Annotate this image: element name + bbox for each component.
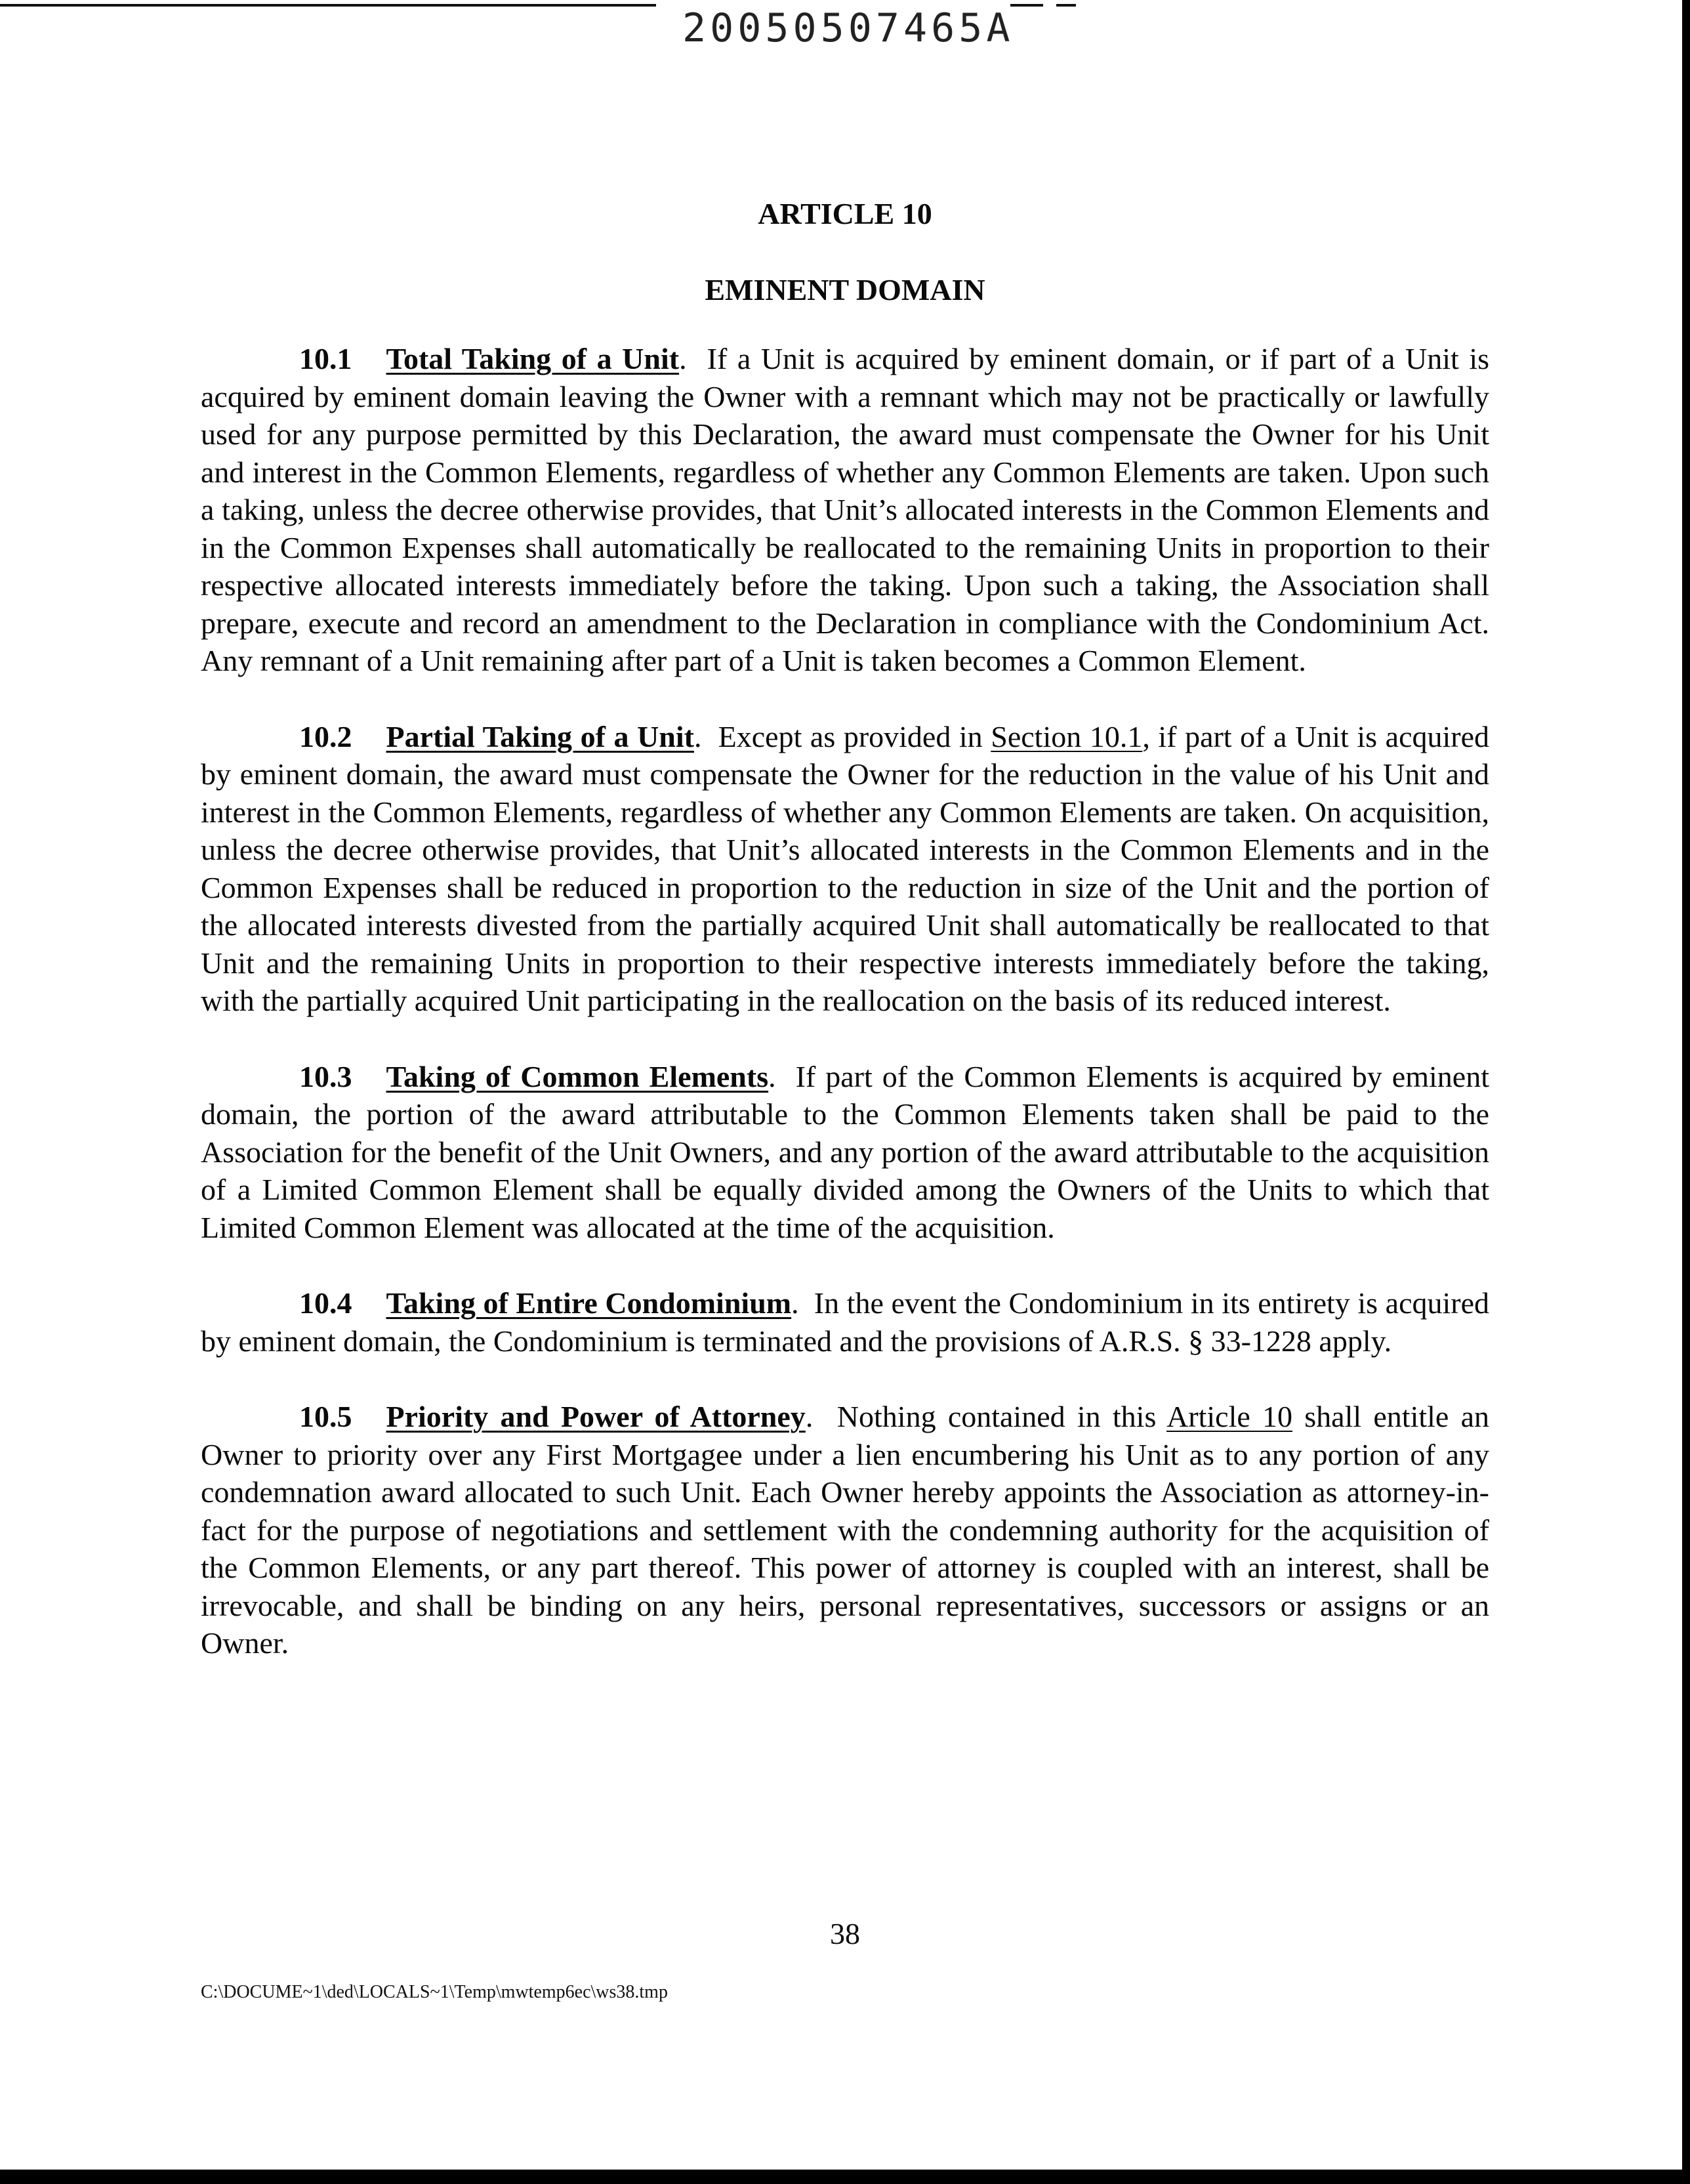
section-number: 10.5 bbox=[299, 1400, 352, 1433]
section-number: 10.1 bbox=[299, 342, 352, 375]
page-number: 38 bbox=[830, 1917, 860, 1950]
section-number: 10.3 bbox=[299, 1059, 352, 1093]
article-label: ARTICLE 10 bbox=[758, 197, 932, 230]
footer-file-path: C:\DOCUME~1\ded\LOCALS~1\Temp\mwtemp6ec\ws38.tmp bbox=[201, 1982, 668, 2002]
article-title: EMINENT DOMAIN bbox=[705, 273, 985, 306]
section-title: Taking of Common Elements bbox=[386, 1059, 769, 1093]
scan-bottom-border bbox=[0, 2170, 1690, 2184]
section-cross-reference: Section 10.1 bbox=[991, 719, 1143, 753]
section-text: In the event the Condominium in its entirety is acquired by eminent domain, the Condominium is terminated and the provisions of A.R.S. § 33-1228 apply. bbox=[201, 1286, 1489, 1358]
section-text: Nothing contained in this bbox=[836, 1400, 1157, 1433]
scan-right-border bbox=[1682, 0, 1690, 2184]
sections-list bbox=[201, 340, 1489, 1662]
section-10-1: 10.1 Total Taking of a Unit. If a Unit is acquired by eminent domain, or if part of a Unit is acquired by eminent domain leaving the Owner with a remnant which may not be practically or lawfully used for any purpose permitted by this Declaration, the award must compensate the Owner for his Unit and interest in the Common Elements, regardless of whether any Common Elements are taken. Upon such a taking, unless the decree otherwise provides, that Unit’s allocated interests in the Common Elements and in the Common Expenses shall automatically be reallocated to the remaining Units in proportion to their respective allocated interests immediately before the taking. Upon such a taking, the Association shall prepare, execute and record an amendment to the Declaration in compliance with the Condominium Act. Any remnant of a Unit remaining after part of a Unit is taken becomes a Common Element. bbox=[201, 342, 1490, 677]
section-cross-reference: Article 10 bbox=[1166, 1400, 1293, 1433]
section-number: 10.2 bbox=[299, 719, 352, 753]
section-title: Partial Taking of a Unit bbox=[386, 719, 694, 753]
scan-top-rule-dash bbox=[1010, 4, 1043, 7]
section-text: shall entitle an Owner to priority over any First Mortgagee under a lien encumbering his Unit as to any portion of any condemnation award allocated to such Unit. Each Owner hereby appoints the Association as attorney-in-fact for the purpose of negotiations and settlement with the condemning authority for the acquisition of the Common Elements, or any part thereof. This power of attorney is coupled with an interest, shall be irrevocable, and shall be binding on any heirs, personal representatives, successors or assigns or an Owner. bbox=[201, 1400, 1489, 1660]
section-10-3: 10.3 Taking of Common Elements. If part of the Common Elements is acquired by eminent domain, the portion of the award attributable to the Common Elements taken shall be paid to the Association for the benefit of the Unit Owners, and any portion of the award attributable to the acquisition of a Limited Common Element shall be equally divided among the Owners of the Units to which that Limited Common Element was allocated at the time of the acquisition. bbox=[201, 1059, 1489, 1244]
document-number: 20050507465A bbox=[682, 5, 1014, 51]
section-title: Total Taking of a Unit bbox=[386, 342, 680, 375]
scan-top-rule bbox=[0, 4, 656, 7]
section-text: Except as provided in bbox=[718, 719, 983, 753]
section-title: Priority and Power of Attorney bbox=[386, 1400, 806, 1433]
page-content bbox=[201, 184, 1489, 1700]
section-number: 10.4 bbox=[299, 1286, 352, 1320]
section-text: , if part of a Unit is acquired by eminent domain, the award must compensate the Owner for the reduction in the value of his Unit and interest in the Common Elements, regardless of whether any Common Elements are taken. On acquisition, unless the decree otherwise provides, that Unit’s allocated interests in the Common Elements and in the Common Expenses shall be reduced in proportion to the reduction in size of the Unit and the portion of the allocated interests divested from the partially acquired Unit shall automatically be reallocated to that Unit and the remaining Units in proportion to their respective interests immediately before the taking, with the partially acquired Unit participating in the reallocation on the basis of its reduced interest. bbox=[201, 719, 1489, 1017]
section-10-4: 10.4 Taking of Entire Condominium. In the event the Condominium in its entirety is acquired by eminent domain, the Condominium is terminated and the provisions of A.R.S. § 33-1228 apply. bbox=[201, 1286, 1489, 1358]
section-title: Taking of Entire Condominium bbox=[386, 1286, 792, 1320]
scan-top-rule-dash bbox=[1056, 4, 1076, 7]
section-10-5: 10.5 Priority and Power of Attorney. Nothing contained in this Article 10 shall entitle an Owner to priority over any First Mortgagee under a lien encumbering his Unit as to any portion of any condemnation award allocated to such Unit. Each Owner hereby appoints the Association as attorney-in-fact for the purpose of negotiations and settlement with the condemning authority for the acquisition of the Common Elements, or any part thereof. This power of attorney is coupled with an interest, shall be irrevocable, and shall be binding on any heirs, personal representatives, successors or assigns or an Owner. bbox=[201, 1400, 1489, 1660]
section-10-2: 10.2 Partial Taking of a Unit. Except as provided in Section 10.1, if part of a Unit is acquired by eminent domain, the award must compensate the Owner for the reduction in the value of his Unit and interest in the Common Elements, regardless of whether any Common Elements are taken. On acquisition, unless the decree otherwise provides, that Unit’s allocated interests in the Common Elements and in the Common Expenses shall be reduced in proportion to the reduction in size of the Unit and the portion of the allocated interests divested from the partially acquired Unit shall automatically be reallocated to that Unit and the remaining Units in proportion to their respective interests immediately before the taking, with the partially acquired Unit participating in the reallocation on the basis of its reduced interest. bbox=[201, 719, 1489, 1017]
section-text: If part of the Common Elements is acquired by eminent domain, the portion of the award attributable to the Common Elements taken shall be paid to the Association for the benefit of the Unit Owners, and any portion of the award attributable to the acquisition of a Limited Common Element shall be equally divided among the Owners of the Units to which that Limited Common Element was allocated at the time of the acquisition. bbox=[201, 1059, 1489, 1244]
section-text: If a Unit is acquired by eminent domain, or if part of a Unit is acquired by eminent domain leaving the Owner with a remnant which may not be practically or lawfully used for any purpose permitted by this Declaration, the award must compensate the Owner for his Unit and interest in the Common Elements, regardless of whether any Common Elements are taken. Upon such a taking, unless the decree otherwise provides, that Unit’s allocated interests in the Common Elements and in the Common Expenses shall automatically be reallocated to the remaining Units in proportion to their respective allocated interests immediately before the taking. Upon such a taking, the Association shall prepare, execute and record an amendment to the Declaration in compliance with the Condominium Act. Any remnant of a Unit remaining after part of a Unit is taken becomes a Common Element. bbox=[201, 342, 1490, 677]
